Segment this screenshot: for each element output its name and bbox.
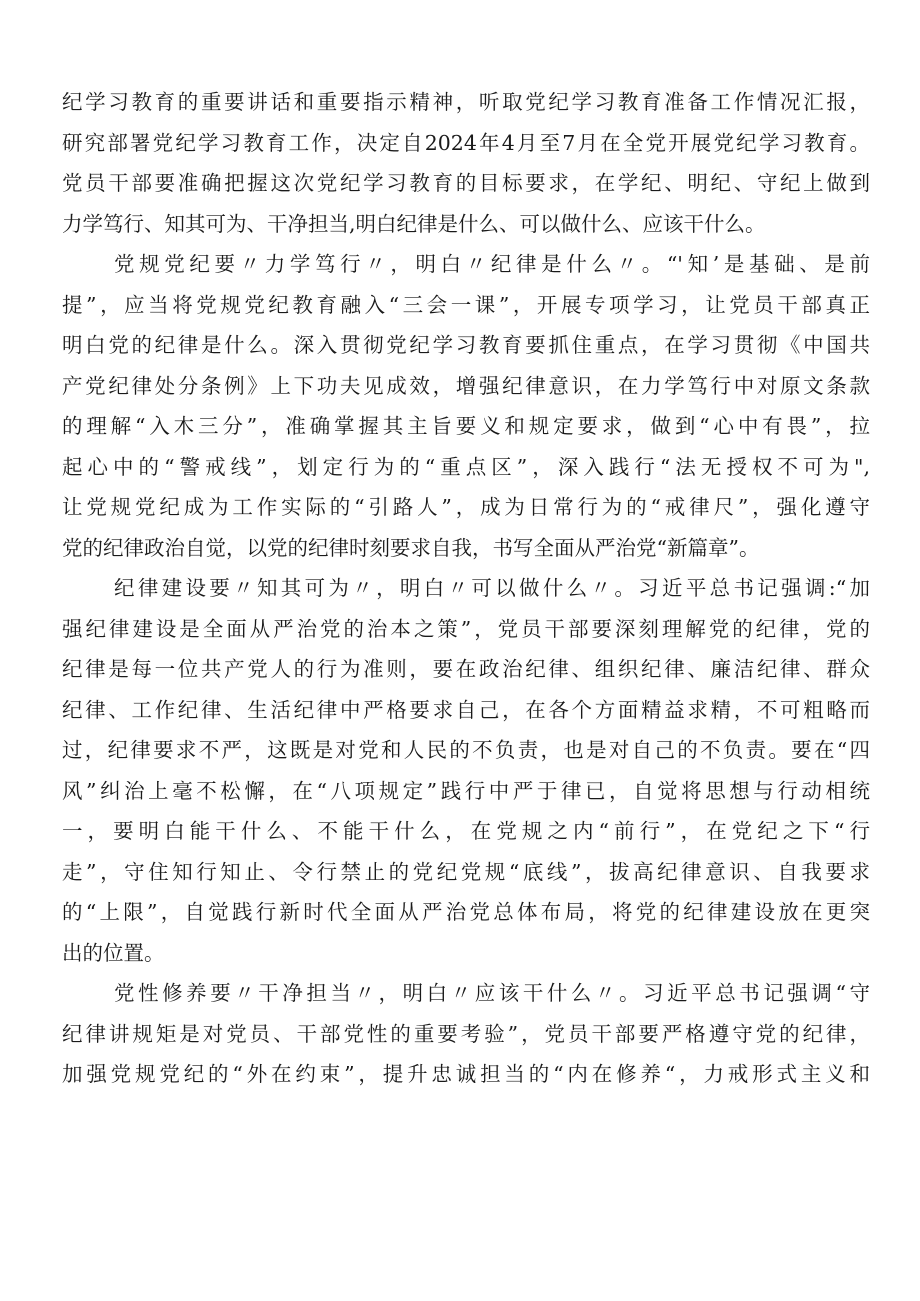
text-line: 产党纪律处分条例》上下功夫见成效，增强纪律意识，在力学笃行中对原文条款	[62, 373, 870, 398]
text-line: 纪律讲规矩是对党员、干部党性的重要考验”，党员干部要严格遵守党的纪律，	[62, 1021, 870, 1046]
text-line: 风”纠治上毫不松懈，在“八项规定”践行中严于律已，自觉将思想与行动相统	[62, 778, 870, 803]
text-line: 走”，守住知行知止、令行禁止的党纪党规“底线”，拔高纪律意识、自我要求	[62, 859, 870, 884]
text-line: 强纪律建设是全面从严治党的治本之策”，党员干部要深刻理解党的纪律，党的	[62, 616, 870, 641]
text-line: 让党规党纪成为工作实际的“引路人”，成为日常行为的“戒律尺”，强化遵守	[62, 495, 870, 519]
text-line: 党性修养要〃干净担当〃，明白〃应该干什么〃。习近平总书记强调“守	[114, 981, 870, 1005]
text-line: 出的位置。	[62, 940, 165, 965]
text-line: 过，纪律要求不严，这既是对党和人民的不负责，也是对自己的不负责。要在“四	[62, 738, 870, 762]
text-line: 起心中的“警戒线”，划定行为的“重点区”，深入践行“法无授权不可为",	[62, 454, 870, 479]
paragraph-party-spirit	[62, 973, 870, 1095]
text-line: 纪律是每一位共产党人的行为准则，要在政治纪律、组织纪律、廉洁纪律、群众	[62, 657, 870, 681]
text-line: 的“上限”，自觉践行新时代全面从严治党总体布局，将党的纪律建设放在更突	[62, 900, 870, 924]
paragraph-discipline	[62, 568, 870, 973]
paragraph-intro	[62, 82, 870, 244]
text-line: 纪学习教育的重要讲话和重要指示精神，听取党纪学习教育准备工作情况汇报，	[62, 90, 870, 114]
text-line: 提”，应当将党规党纪教育融入“三会一课”，开展专项学习，让党员干部真正	[62, 292, 870, 317]
text-line: 党员干部要准确把握这次党纪学习教育的目标要求，在学纪、明纪、守纪上做到	[62, 171, 870, 195]
text-line: 研究部署党纪学习教育工作，决定自2024年4月至7月在全党开展党纪学习教育。	[62, 130, 870, 155]
text-line: 党的纪律政治自觉，以党的纪律时刻要求自我，书写全面从严治党“新篇章”。	[62, 535, 760, 560]
text-line: 加强党规党纪的“外在约束”，提升忠诚担当的“内在修养“，力戒形式主义和	[62, 1062, 870, 1086]
text-line: 明白党的纪律是什么。深入贯彻党纪学习教育要抓住重点，在学习贯彻《中国共	[62, 333, 870, 357]
text-line: 纪律、工作纪律、生活纪律中严格要求自己，在各个方面精益求精，不可粗略而	[62, 697, 870, 722]
text-line: 党规党纪要〃力学笃行〃，明白〃纪律是什么〃。“'知’是基础、是前	[114, 252, 870, 276]
document-page	[62, 82, 870, 1095]
text-line: 纪律建设要〃知其可为〃，明白〃可以做什么〃。习近平总书记强调:“加	[114, 576, 870, 600]
paragraph-study	[62, 244, 870, 568]
text-line: 的理解“入木三分”，准确掌握其主旨要义和规定要求，做到“心中有畏”，拉	[62, 414, 870, 438]
text-line: 力学笃行、知其可为、干净担当,明白纪律是什么、可以做什么、应该干什么。	[62, 211, 766, 236]
text-line: 一，要明白能干什么、不能干什么，在党规之内“前行”，在党纪之下“行	[62, 819, 870, 843]
